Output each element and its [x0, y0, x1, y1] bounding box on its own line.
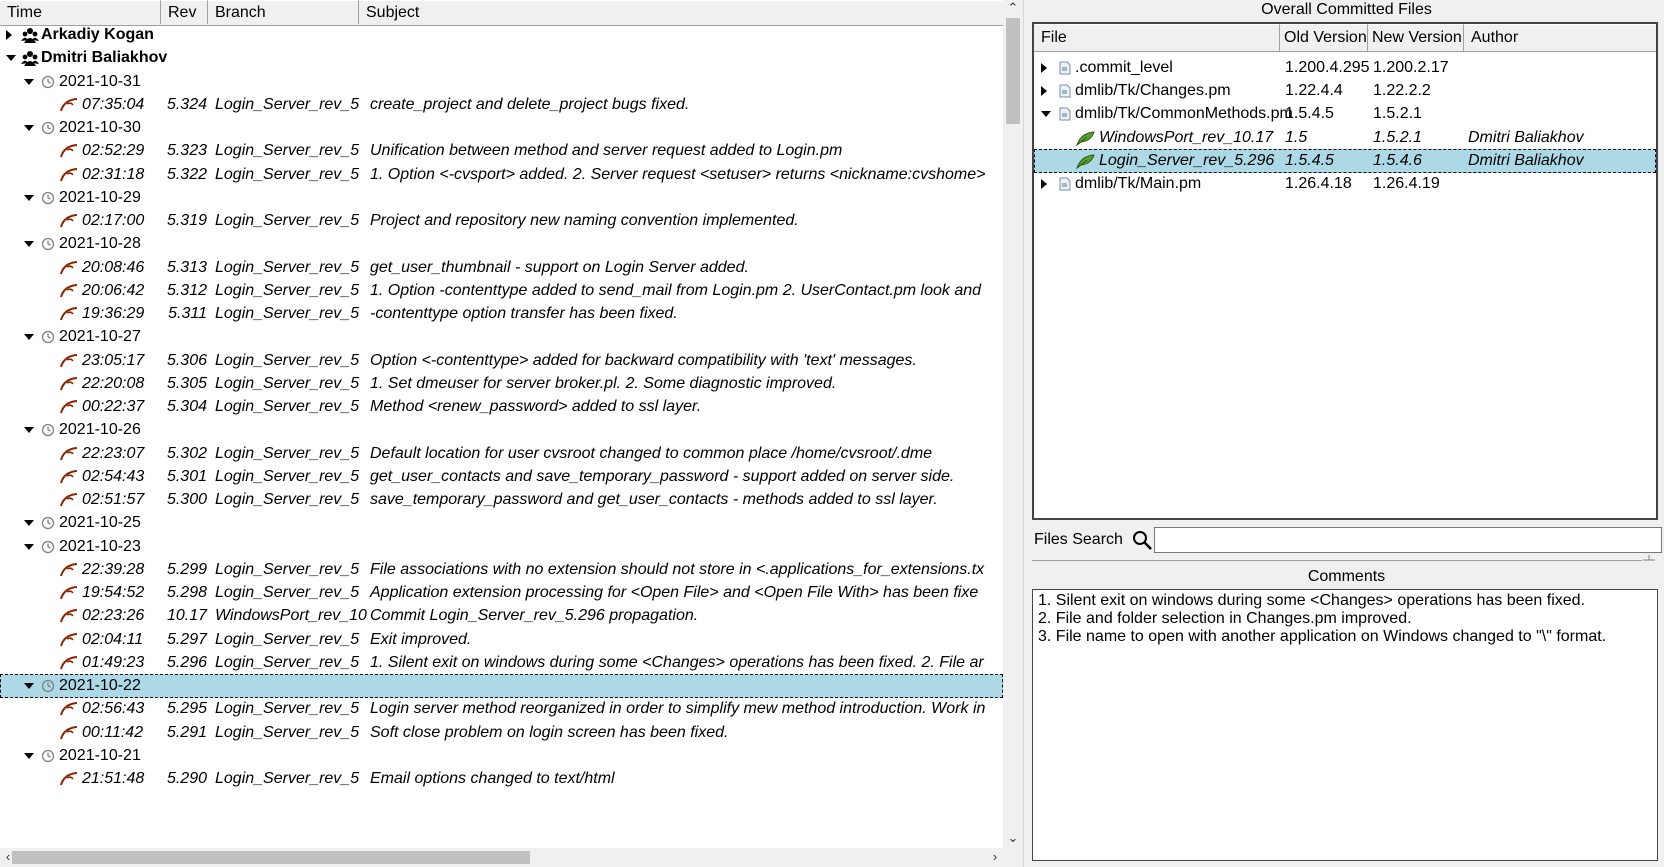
panel-separator	[1032, 560, 1642, 561]
files-header	[1034, 24, 1656, 52]
column-header-author[interactable]: Author	[1464, 24, 1656, 51]
commit-time: 20:06:42	[82, 281, 145, 299]
commit-time: 22:23:07	[82, 444, 145, 462]
clock-icon	[41, 679, 55, 693]
commit-branch: Login_Server_rev_5	[215, 700, 360, 718]
commit-time: 20:08:46	[82, 258, 145, 276]
scroll-down-icon[interactable]: ⌄	[1007, 830, 1019, 845]
commit-row[interactable]	[0, 395, 1003, 419]
commit-branch: WindowsPort_rev_10	[215, 607, 367, 625]
resize-grip-icon[interactable]	[1642, 553, 1656, 565]
commit-time: 02:52:29	[82, 142, 145, 160]
commit-row[interactable]	[0, 279, 1003, 303]
commit-icon	[59, 282, 79, 300]
commit-branch: Login_Server_rev_5	[215, 630, 360, 648]
new-version: 1.5.4.6	[1373, 151, 1422, 169]
vertical-scrollbar[interactable]	[1003, 0, 1023, 848]
commit-row[interactable]	[0, 628, 1003, 652]
commit-branch: Login_Server_rev_5	[215, 165, 360, 183]
files-search-input[interactable]	[1154, 527, 1662, 553]
date-row[interactable]	[0, 674, 1003, 698]
commit-subject: Commit Login_Server_rev_5.296 propagation.	[370, 607, 699, 625]
file-name: .commit_level	[1075, 59, 1173, 76]
date-row[interactable]	[0, 744, 1003, 768]
commit-icon	[59, 398, 79, 416]
commit-rev: 5.311	[168, 305, 207, 322]
commit-row[interactable]	[0, 349, 1003, 373]
commit-rev: 5.302	[166, 444, 207, 462]
old-version: 1.22.4.4	[1285, 82, 1343, 100]
files-search-label: Files Search	[1034, 531, 1123, 548]
old-version: 1.5.4.5	[1285, 105, 1334, 123]
commit-time: 00:22:37	[82, 398, 145, 415]
commit-branch: Login_Server_rev_5	[215, 560, 360, 578]
commit-rev: 5.297	[166, 630, 207, 648]
commit-history-header	[0, 0, 1003, 26]
date-row[interactable]	[0, 186, 1003, 210]
new-version: 1.5.2.1	[1373, 105, 1422, 123]
expand-icon[interactable]	[1041, 86, 1047, 96]
file-commit-row[interactable]	[1034, 126, 1656, 150]
collapse-icon[interactable]	[24, 427, 34, 433]
commit-subject: 1. Option -contenttype added to send_mail from Login.pm 2. UserContact.pm look and	[370, 281, 982, 299]
commit-branch: Login_Server_rev_5	[215, 281, 360, 299]
author-name: Dmitri Baliakhov	[41, 49, 168, 67]
commit-history-body	[0, 25, 1003, 842]
date-label: 2021-10-30	[59, 119, 141, 136]
commit-time: 02:51:57	[82, 491, 145, 508]
scroll-right-icon[interactable]: ›	[992, 849, 998, 864]
commit-subject: Login server method reorganized in order to simplify mew method introduction. Work in	[370, 700, 986, 718]
commit-icon	[59, 352, 79, 370]
commit-time: 23:05:17	[82, 351, 145, 369]
commit-row[interactable]	[0, 442, 1003, 466]
comment-line: 2. File and folder selection in Changes.pm improved.	[1038, 610, 1412, 627]
commit-row[interactable]	[0, 139, 1003, 163]
commit-icon	[59, 375, 79, 393]
collapse-icon[interactable]	[24, 79, 34, 85]
commit-branch: Login_Server_rev_5	[215, 374, 360, 392]
clock-icon	[41, 516, 55, 530]
commit-subject: Option <-contenttype> added for backward compatibility with 'text' messages.	[370, 351, 917, 369]
commit-icon	[59, 584, 79, 602]
commit-icon	[59, 700, 79, 718]
commit-time: 02:56:43	[82, 700, 145, 718]
author: Dmitri Baliakhov	[1468, 128, 1584, 146]
clock-icon	[41, 423, 55, 437]
collapse-icon[interactable]	[24, 683, 34, 689]
file-icon	[1059, 61, 1071, 75]
old-version: 1.5.4.5	[1285, 151, 1334, 169]
files-body	[1034, 50, 1656, 518]
commit-rev: 5.312	[166, 281, 207, 299]
old-version: 1.26.4.18	[1285, 175, 1352, 192]
date-label: 2021-10-26	[59, 421, 141, 439]
commit-icon	[59, 491, 79, 509]
commit-icon	[59, 445, 79, 463]
commit-time: 22:39:28	[82, 560, 145, 578]
date-row[interactable]	[0, 511, 1003, 535]
commit-row[interactable]	[0, 488, 1003, 512]
commit-branch: Login_Server_rev_5	[215, 723, 360, 741]
expand-icon[interactable]	[1041, 179, 1047, 189]
date-label: 2021-10-28	[59, 235, 141, 253]
date-label: 2021-10-21	[59, 746, 141, 764]
file-icon	[1059, 107, 1071, 121]
commit-subject: -contenttype option transfer has been fixed.	[370, 305, 678, 322]
date-row[interactable]	[0, 116, 1003, 140]
commit-subject: save_temporary_password and get_user_contacts - methods added to ssl layer.	[370, 491, 938, 508]
clock-icon	[41, 330, 55, 344]
commit-branch: Login_Server_rev_5	[215, 491, 360, 508]
clock-icon	[41, 749, 55, 763]
expand-icon[interactable]	[1041, 63, 1047, 73]
leaf-icon	[1075, 129, 1095, 147]
commit-time: 02:04:11	[82, 630, 144, 648]
commit-icon	[59, 468, 79, 486]
commit-icon	[59, 305, 79, 323]
commit-time: 22:20:08	[82, 374, 145, 392]
commit-branch: Login_Server_rev_5	[215, 142, 360, 160]
commit-rev: 5.298	[166, 584, 207, 601]
commit-row[interactable]	[0, 558, 1003, 582]
commit-row[interactable]	[0, 256, 1003, 280]
author: Dmitri Baliakhov	[1468, 151, 1584, 169]
file-commit-name: Login_Server_rev_5.296	[1099, 151, 1275, 169]
collapse-icon[interactable]	[24, 544, 34, 550]
old-version: 1.5	[1285, 128, 1308, 146]
date-row[interactable]	[0, 418, 1003, 442]
commit-subject: Application extension processing for <Open File> and <Open File With> has been fixe	[370, 584, 979, 601]
commit-rev: 5.313	[166, 258, 207, 276]
commit-rev: 5.323	[166, 142, 207, 160]
files-panel-title: Overall Committed Files	[1261, 1, 1432, 18]
commit-branch: Login_Server_rev_5	[215, 398, 360, 415]
expand-icon[interactable]	[6, 30, 12, 40]
file-commit-row[interactable]	[1034, 149, 1656, 173]
commit-branch: Login_Server_rev_5	[215, 653, 360, 671]
column-header-old-version[interactable]: Old Version	[1280, 24, 1368, 51]
commit-time: 21:51:48	[82, 770, 145, 787]
commit-row[interactable]	[0, 163, 1003, 187]
comments-title: Comments	[1307, 568, 1386, 585]
commit-time: 19:54:52	[82, 584, 145, 601]
commit-row[interactable]	[0, 651, 1003, 675]
commit-subject: create_project and delete_project bugs fixed.	[370, 95, 690, 113]
file-name: dmlib/Tk/Main.pm	[1075, 175, 1202, 192]
file-row[interactable]	[1034, 102, 1656, 126]
commit-time: 19:36:29	[82, 305, 145, 322]
commit-icon	[59, 654, 79, 672]
column-header-subject[interactable]: Subject	[359, 0, 1003, 24]
new-version: 1.26.4.19	[1373, 175, 1440, 192]
commit-rev: 5.291	[166, 723, 207, 741]
collapse-icon[interactable]	[1041, 111, 1051, 117]
commit-row[interactable]	[0, 465, 1003, 489]
date-row[interactable]	[0, 325, 1003, 349]
scroll-up-icon[interactable]: ⌃	[1007, 0, 1019, 15]
commit-subject: Unification between method and server request added to Login.pm	[370, 142, 843, 160]
file-name: dmlib/Tk/CommonMethods.pm	[1075, 105, 1293, 123]
commit-row[interactable]	[0, 721, 1003, 745]
collapse-icon[interactable]	[6, 55, 16, 61]
commit-subject: get_user_contacts and save_temporary_password - support added on server side.	[370, 467, 955, 485]
commit-time: 07:35:04	[82, 95, 145, 113]
date-row[interactable]	[0, 535, 1003, 559]
commit-rev: 5.319	[166, 212, 207, 229]
new-version: 1.5.2.1	[1373, 128, 1422, 146]
commit-icon	[59, 259, 79, 277]
commit-icon	[59, 631, 79, 649]
date-label: 2021-10-23	[59, 537, 141, 555]
commit-branch: Login_Server_rev_5	[215, 584, 360, 601]
commit-row[interactable]	[0, 93, 1003, 117]
commit-subject: Soft close problem on login screen has been fixed.	[370, 723, 729, 741]
commit-time: 02:17:00	[82, 212, 145, 229]
search-icon[interactable]	[1131, 529, 1153, 551]
commit-subject: get_user_thumbnail - support on Login Server added.	[370, 258, 749, 276]
comments-text[interactable]	[1032, 589, 1658, 861]
commit-time: 02:54:43	[82, 467, 145, 485]
commit-branch: Login_Server_rev_5	[215, 95, 360, 113]
file-row[interactable]	[1034, 56, 1656, 80]
commit-rev: 5.305	[166, 374, 207, 392]
file-icon	[1059, 84, 1071, 98]
author-row[interactable]	[0, 25, 1003, 47]
commit-rev: 10.17	[166, 607, 207, 625]
author-row[interactable]	[0, 46, 1003, 70]
commit-branch: Login_Server_rev_5	[215, 467, 360, 485]
commit-branch: Login_Server_rev_5	[215, 444, 360, 462]
scroll-left-icon[interactable]: ‹	[5, 849, 11, 864]
collapse-icon[interactable]	[24, 125, 34, 131]
column-header-new-version[interactable]: New Version	[1368, 24, 1464, 51]
new-version: 1.200.2.17	[1373, 59, 1449, 76]
commit-icon	[59, 96, 79, 114]
commit-row[interactable]	[0, 209, 1003, 233]
commit-subject: Email options changed to text/html	[370, 770, 615, 787]
commit-icon	[59, 142, 79, 160]
commit-row[interactable]	[0, 697, 1003, 721]
commit-branch: Login_Server_rev_5	[215, 351, 360, 369]
commit-time: 02:31:18	[82, 165, 145, 183]
commit-rev: 5.299	[166, 560, 207, 578]
commit-branch: Login_Server_rev_5	[215, 212, 360, 229]
commit-time: 01:49:23	[82, 653, 145, 671]
commit-subject: 1. Silent exit on windows during some <Changes> operations has been fixed. 2. File ar	[370, 653, 984, 671]
commit-icon	[59, 166, 79, 184]
clock-icon	[41, 237, 55, 251]
date-label: 2021-10-31	[59, 72, 141, 90]
date-label: 2021-10-27	[59, 328, 141, 346]
column-header-file[interactable]: File	[1034, 24, 1280, 51]
commit-rev: 5.300	[166, 491, 207, 508]
commit-subject: File associations with no extension should not store in <.applications_for_extensions.tx	[370, 560, 985, 578]
commit-row[interactable]	[0, 581, 1003, 605]
old-version: 1.200.4.295	[1285, 59, 1370, 76]
commit-rev: 5.304	[166, 398, 207, 415]
vertical-scroll-thumb[interactable]	[1006, 18, 1020, 124]
collapse-icon[interactable]	[24, 195, 34, 201]
commit-icon	[59, 607, 79, 625]
collapse-icon[interactable]	[24, 334, 34, 340]
commit-icon	[59, 770, 79, 788]
commit-branch: Login_Server_rev_5	[215, 770, 360, 787]
commit-rev: 5.301	[166, 467, 207, 485]
file-icon	[1059, 177, 1071, 191]
commit-icon	[59, 724, 79, 742]
commit-rev: 5.296	[166, 653, 207, 671]
date-label: 2021-10-29	[59, 188, 141, 206]
commit-branch: Login_Server_rev_5	[215, 305, 360, 322]
commit-time: 00:11:42	[82, 723, 144, 741]
commit-rev: 5.322	[166, 165, 207, 183]
users-icon	[21, 49, 39, 67]
comment-line: 3. File name to open with another application on Windows changed to "\" format.	[1038, 628, 1607, 645]
date-row[interactable]	[0, 232, 1003, 256]
commit-rev: 5.306	[166, 351, 207, 369]
date-label: 2021-10-25	[59, 514, 141, 532]
users-icon	[21, 26, 39, 44]
commit-row[interactable]	[0, 372, 1003, 396]
file-row[interactable]	[1034, 79, 1656, 103]
horizontal-scroll-thumb[interactable]	[12, 851, 530, 864]
file-commit-name: WindowsPort_rev_10.17	[1099, 128, 1274, 146]
collapse-icon[interactable]	[24, 753, 34, 759]
file-name: dmlib/Tk/Changes.pm	[1075, 82, 1231, 100]
column-header-time[interactable]: Time	[0, 0, 161, 24]
commit-rev: 5.295	[166, 700, 207, 718]
commit-subject: Exit improved.	[370, 630, 472, 648]
commit-subject: 1. Option <-cvsport> added. 2. Server request <setuser> returns <nickname:cvshome>	[370, 165, 986, 183]
commit-subject: Default location for user cvsroot changed to common place /home/cvsroot/.dme	[370, 444, 933, 462]
commit-row[interactable]	[0, 767, 1003, 791]
commit-rev: 5.324	[166, 95, 207, 113]
commit-time: 02:23:26	[82, 607, 145, 625]
commit-subject: Project and repository new naming convention implemented.	[370, 212, 799, 229]
file-row[interactable]	[1034, 172, 1656, 196]
collapse-icon[interactable]	[24, 241, 34, 247]
leaf-icon	[1075, 152, 1095, 170]
commit-icon	[59, 561, 79, 579]
committed-files-tree[interactable]	[1032, 22, 1658, 520]
commit-row[interactable]	[0, 302, 1003, 326]
commit-row[interactable]	[0, 604, 1003, 628]
clock-icon	[41, 121, 55, 135]
column-header-rev[interactable]: Rev	[161, 0, 208, 24]
commit-branch: Login_Server_rev_5	[215, 258, 360, 276]
pane-splitter[interactable]	[1023, 0, 1030, 867]
clock-icon	[41, 540, 55, 554]
new-version: 1.22.2.2	[1373, 82, 1431, 100]
commit-rev: 5.290	[166, 770, 207, 787]
comment-line: 1. Silent exit on windows during some <Changes> operations has been fixed.	[1038, 592, 1586, 609]
column-header-branch[interactable]: Branch	[208, 0, 359, 24]
author-name: Arkadiy Kogan	[41, 26, 154, 43]
date-row[interactable]	[0, 70, 1003, 94]
collapse-icon[interactable]	[24, 520, 34, 526]
commit-subject: 1. Set dmeuser for server broker.pl. 2. Some diagnostic improved.	[370, 374, 837, 392]
commit-icon	[59, 212, 79, 230]
clock-icon	[41, 75, 55, 89]
commit-subject: Method <renew_password> added to ssl layer.	[370, 398, 702, 415]
date-label: 2021-10-22	[59, 677, 141, 694]
clock-icon	[41, 191, 55, 205]
